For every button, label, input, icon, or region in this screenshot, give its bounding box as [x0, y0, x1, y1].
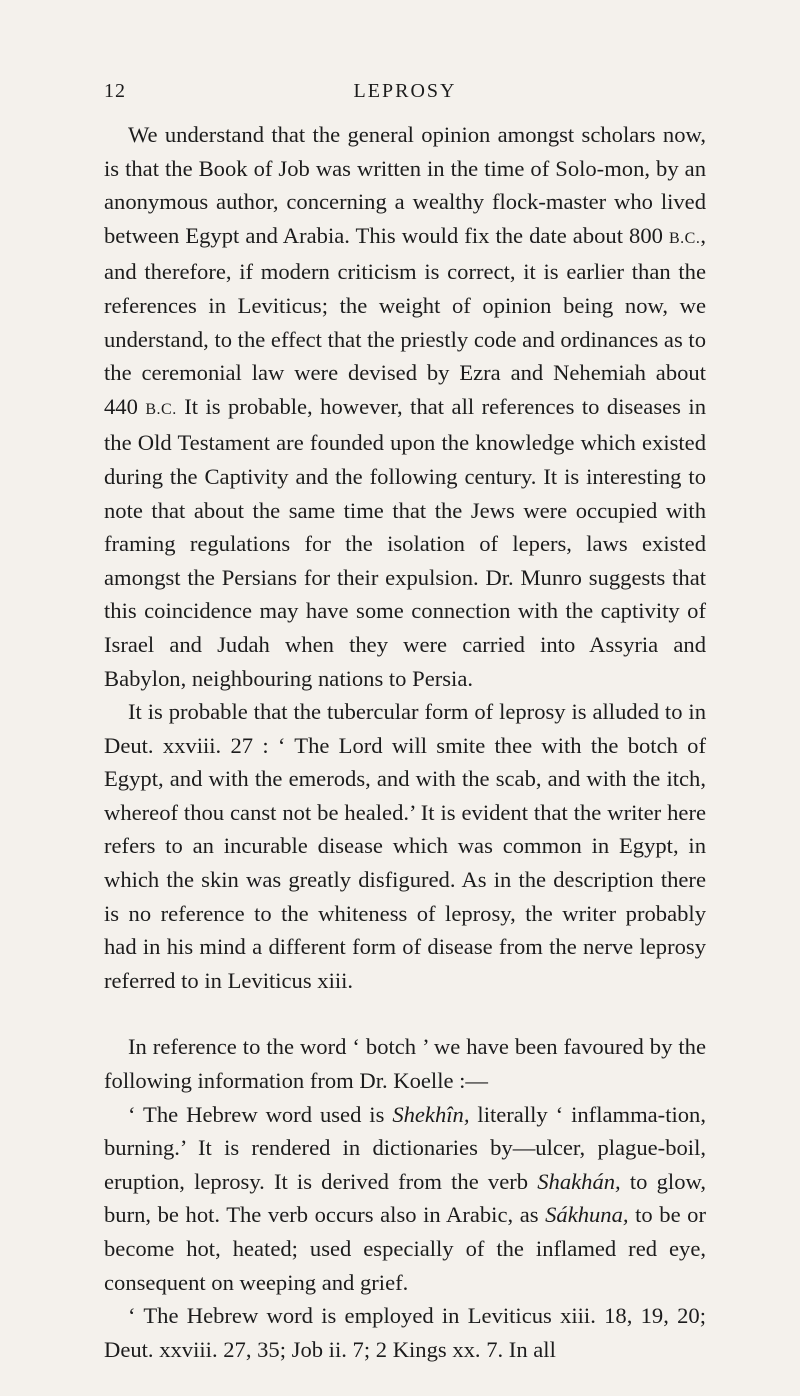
paragraph-text: to glow, burn, be hot. The verb occurs also in Arabic, as: [104, 1168, 706, 1228]
paragraph-hebrew-word: [104, 1098, 706, 1300]
paragraph-tubercular-leprosy: It is probable that the tubercular form of leprosy is alluded to in Deut. xxviii. 27 : ‘ The Lord will smite thee with the botch of Egypt, and with the emerods, and with the scab, and with the itch, whereof thou canst not be healed.’ It is evident that the writer here refers to an incurable disease which was common in Egypt, in which the skin was greatly disfigured. As in the description there is no reference to the whiteness of leprosy, the writer probably had in his mind a different form of disease from the nerve leprosy referred to in Leviticus xiii.: [104, 699, 706, 993]
hebrew-term: Shakhán,: [537, 1168, 621, 1194]
page-number: 12: [104, 80, 126, 102]
running-header: [104, 80, 706, 114]
era-abbreviation: B.C.: [145, 400, 177, 418]
paragraph-botch-reference: In reference to the word ‘ botch ’ we have been favoured by the following information from Dr. Koelle :—: [104, 1034, 706, 1094]
paragraph-text: literally ‘ inflamma-tion, burning.’ It is rendered in dictionaries by—ulcer, plague-boil, eruption, leprosy. It is derived from the verb: [104, 1101, 706, 1194]
running-title: LEPROSY: [353, 80, 457, 102]
paragraph-text: , and therefore, if modern criticism is correct, it is earlier than the references in Leviticus; the weight of opinion being now, we understand, to the effect that the priestly code and ordinances as to the ceremonial law were devised by Ezra and Nehemiah about 440: [104, 222, 706, 419]
paragraph-text: We understand that the general opinion amongst scholars now, is that the Book of Job was written in the time of Solo-mon, by an anonymous author, concerning a wealthy flock-master who lived between Egypt and Arabia. This would fix the date about 800: [104, 122, 706, 248]
book-page: [0, 80, 800, 1396]
arabic-term: Sákhuna,: [545, 1202, 629, 1228]
paragraph-text: to be or become hot, heated; used especially of the inflamed red eye, consequent on weeping and grief.: [104, 1202, 706, 1295]
paragraph-book-of-job: [104, 118, 706, 695]
paragraph-text: It is probable, however, that all references to diseases in the Old Testament are founded upon the knowledge which existed during the Captivity and the following century. It is interesting to note that about the same time that the Jews were occupied with framing regulations for the isolation of lepers, laws existed amongst the Persians for their expulsion. Dr. Munro suggests that this coincidence may have some connection with the captivity of Israel and Judah when they were carried into Assyria and Babylon, neighbouring nations to Persia.: [104, 393, 707, 691]
hebrew-term: Shekhîn,: [392, 1101, 470, 1127]
era-abbreviation: B.C.: [669, 229, 701, 247]
body-text: [104, 118, 706, 1366]
paragraph-scripture-references: ‘ The Hebrew word is employed in Leviticus xiii. 18, 19, 20; Deut. xxviii. 27, 35; Job ii. 7; 2 Kings xx. 7. In all: [104, 1303, 706, 1362]
paragraph-text: ‘ The Hebrew word used is: [128, 1101, 393, 1127]
